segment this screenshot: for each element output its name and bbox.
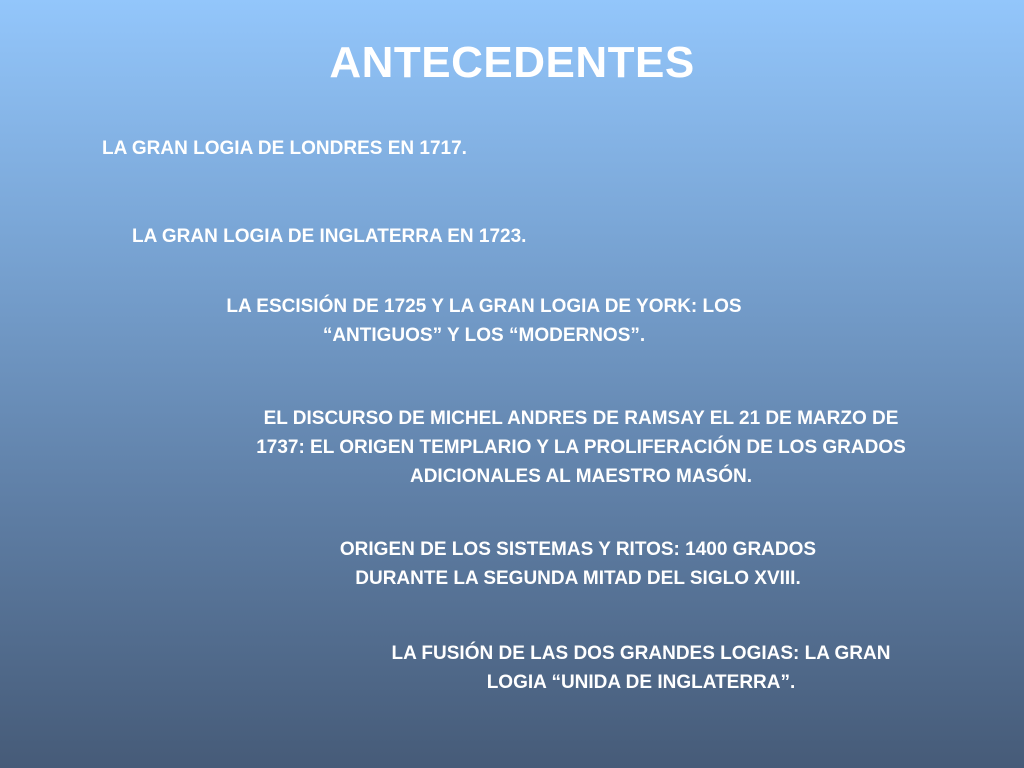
bullet-line: DURANTE LA SEGUNDA MITAD DEL SIGLO XVIII. — [355, 568, 801, 589]
bullet-escision-1725 — [165, 292, 803, 350]
bullet-line: LA GRAN LOGIA DE INGLATERRA EN 1723. — [132, 226, 527, 247]
bullet-line: 1737: EL ORIGEN TEMPLARIO Y LA PROLIFERACIÓN DE LOS GRADOS — [256, 437, 906, 458]
bullet-gran-logia-inglaterra — [132, 222, 526, 251]
bullet-gran-logia-londres — [102, 134, 467, 163]
bullet-line: LOGIA “UNIDA DE INGLATERRA”. — [486, 672, 796, 693]
bullet-line: LA GRAN LOGIA DE LONDRES EN 1717. — [102, 138, 467, 159]
bullet-origen-sistemas-ritos — [268, 535, 888, 593]
slide-title: ANTECEDENTES — [329, 38, 695, 87]
bullet-line: LA FUSIÓN DE LAS DOS GRANDES LOGIAS: LA GRAN — [391, 643, 891, 664]
bullet-line: ADICIONALES AL MAESTRO MASÓN. — [409, 466, 752, 487]
bullet-fusion-grandes-logias — [330, 639, 952, 697]
bullet-line: “ANTIGUOS” Y LOS “MODERNOS”. — [322, 325, 646, 346]
bullet-line: LA ESCISIÓN DE 1725 Y LA GRAN LOGIA DE YORK: LOS — [226, 296, 742, 317]
bullet-discurso-ramsay — [182, 404, 980, 491]
bullet-line: ORIGEN DE LOS SISTEMAS Y RITOS: 1400 GRADOS — [339, 539, 817, 560]
bullet-line: EL DISCURSO DE MICHEL ANDRES DE RAMSAY EL 21 DE MARZO DE — [263, 408, 899, 429]
